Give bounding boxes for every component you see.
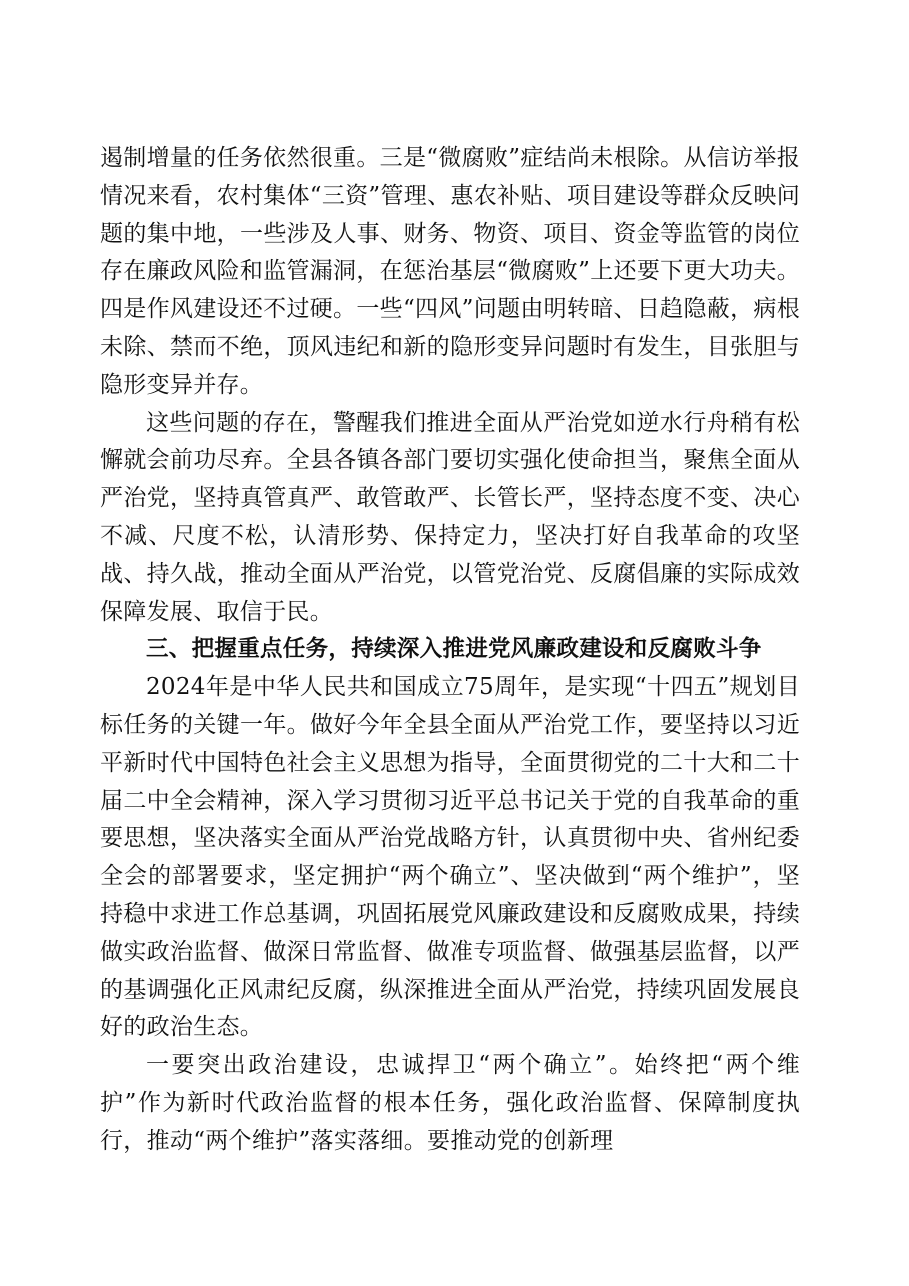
paragraph-political-building: 一要突出政治建设，忠诚捍卫“两个确立”。始终把“两个维护”作为新时代政治监督的根本任务，强化政治监督、保障制度执行，推动“两个维护”落实落细。要推动党的创新理	[100, 1052, 800, 1154]
paragraph-continuation: 遏制增量的任务依然很重。三是“微腐败”症结尚未根除。从信访举报情况来看，农村集体“三资”管理、惠农补贴、项目建设等群众反映问题的集中地，一些涉及人事、财务、物资、项目、资金等监管的岗位存在廉政风险和监管漏洞，在惩治基层“微腐败”上还要下更大功夫。四是作风建设还不过硬。一些“四风”问题由明转暗、日趋隐蔽，病根未除、禁而不绝，顶风违纪和新的隐形变异问题时有发生，目张胆与隐形变异并存。	[100, 145, 800, 398]
document-body	[100, 140, 800, 1161]
paragraph-2024-overview: 2024年是中华人民共和国成立75周年，是实现“十四五”规划目标任务的关键一年。做好今年全县全面从严治党工作，要坚持以习近平新时代中国特色社会主义思想为指导，全面贯彻党的二十大和二十届二中全会精神，深入学习贯彻习近平总书记关于党的自我革命的重要思想，坚决落实全面从严治党战略方针，认真贯彻中央、省州纪委全会的部署要求，坚定拥护“两个确立”、坚决做到“两个维护”，坚持稳中求进工作总基调，巩固拓展党风廉政建设和反腐败成果，持续做实政治监督、做深日常监督、做准专项监督、做强基层监督，以严的基调强化正风肃纪反腐，纵深推进全面从严治党，持续巩固发展良好的政治生态。	[100, 674, 800, 1041]
section-heading-three: 三、把握重点任务，持续深入推进党风廉政建设和反腐败斗争	[146, 636, 762, 663]
paragraph-problems-warning: 这些问题的存在，警醒我们推进全面从严治党如逆水行舟稍有松懈就会前功尽弃。全县各镇各部门要切实强化使命担当，聚焦全面从严治党，坚持真管真严、敢管敢严、长管长严，坚持态度不变、决心不减、尺度不松，认清形势、保持定力，坚决打好自我革命的攻坚战、持久战，推动全面从严治党，以管党治党、反腐倡廉的实际成效保障发展、取信于民。	[100, 409, 800, 625]
